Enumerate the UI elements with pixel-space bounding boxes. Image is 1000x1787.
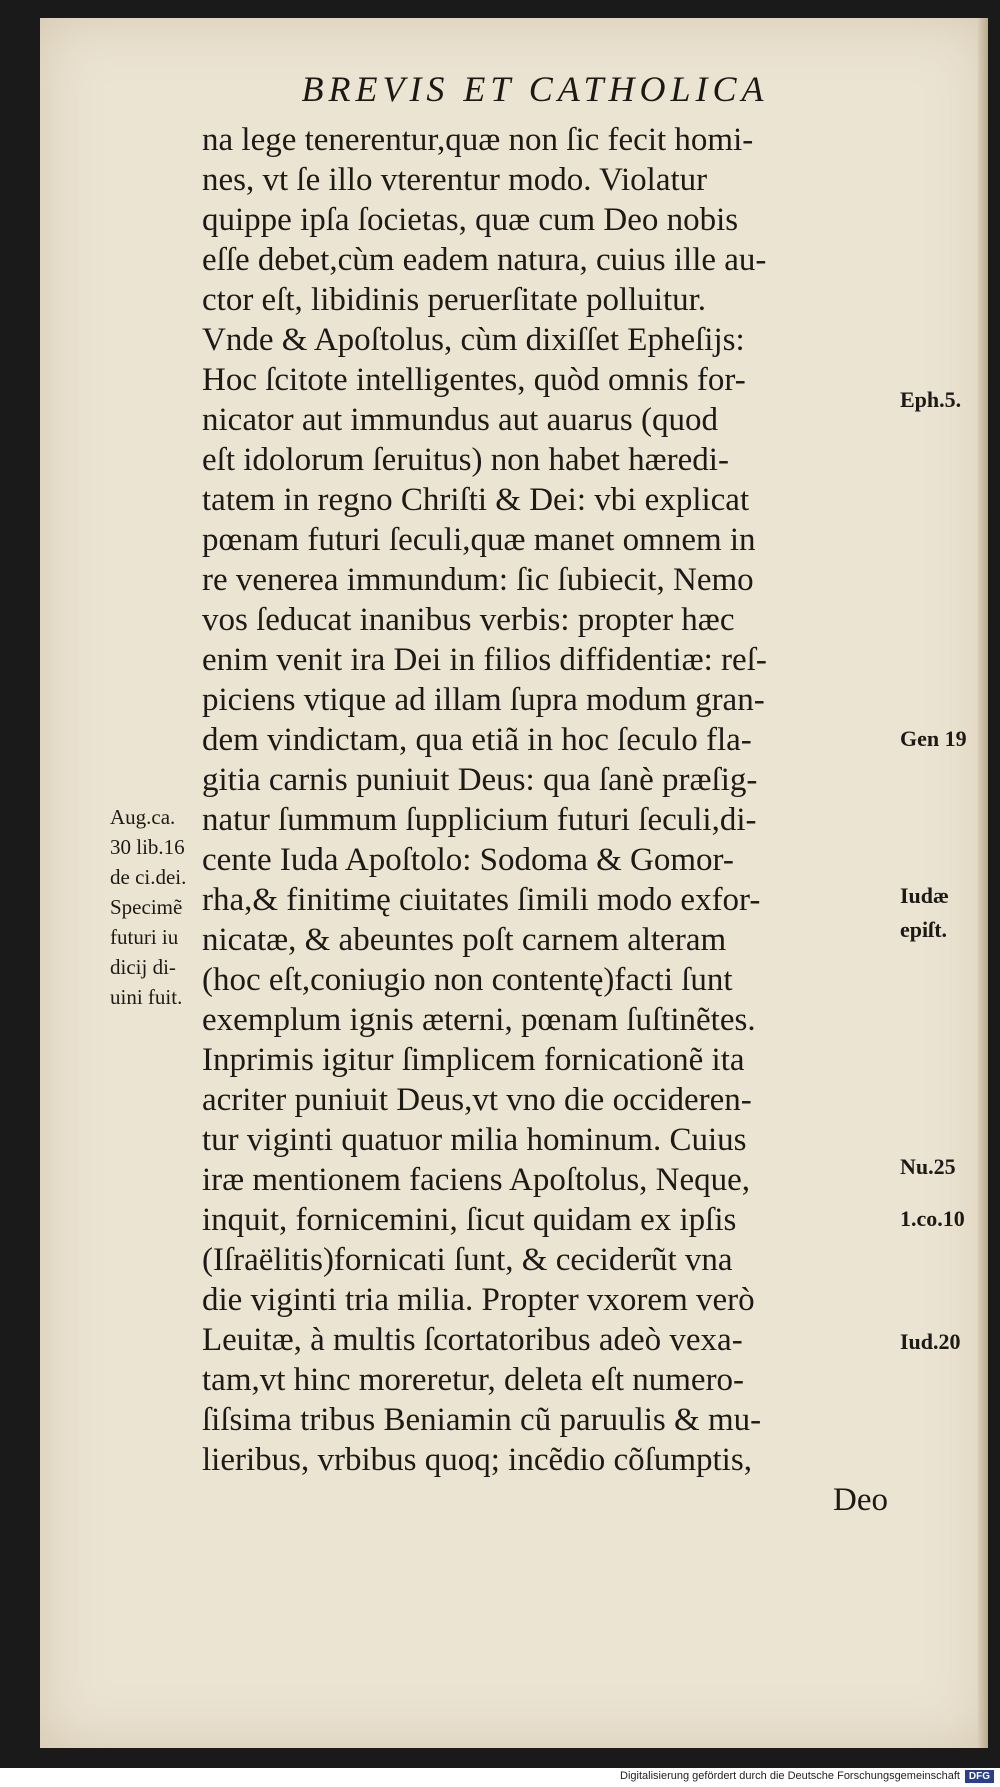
text-line: tatem in regno Chriſti & Dei: vbi explicat [202, 482, 750, 518]
marginal-note: uini fuit. [110, 985, 183, 1009]
text-line: iræ mentionem faciens Apoſtolus, Neque, [202, 1162, 751, 1198]
text-line: vos ſeducat inanibus verbis: propter hæc [202, 602, 735, 638]
left-marginalia [110, 802, 240, 1012]
text-line: tur viginti quatuor milia hominum. Cuius [202, 1122, 747, 1158]
text-line: nes, vt ſe illo vterentur modo. Violatur [202, 162, 708, 198]
text-line: natur ſummum ſupplicium futuri ſeculi,di- [202, 802, 757, 838]
text-line: pœnam futuri ſeculi,quæ manet omnem in [202, 522, 756, 558]
text-line: dem vindictam, qua etiã in hoc ſeculo fla- [202, 722, 752, 758]
marginal-note: futuri iu [110, 925, 179, 949]
text-line: (Iſraëlitis)fornicati ſunt, & ceciderũt vna [202, 1242, 733, 1278]
text-line: eſſe debet,cùm eadem natura, cuius ille au- [202, 242, 767, 278]
text-line: Hoc ſcitote intelligentes, quòd omnis for- [202, 362, 746, 398]
text-line: lieribus, vrbibus quoq; incẽdio cõſumptis, [202, 1442, 752, 1478]
right-marginal-reference: 1.co.10 [900, 1206, 965, 1231]
funding-credit: Digitalisierung gefördert durch die Deutsche Forschungsgemeinschaft [620, 1770, 960, 1782]
text-line: die viginti tria milia. Propter vxorem verò [202, 1282, 755, 1318]
text-line: nicatæ, & abeuntes poſt carnem alteram [202, 922, 727, 958]
text-line: (hoc eſt,coniugio non contentę)facti ſunt [202, 962, 733, 998]
text-line: exemplum ignis æterni, pœnam ſuſtinẽtes. [202, 1002, 756, 1038]
marginal-note: Aug.ca. [110, 805, 176, 829]
text-line: Vnde & Apoſtolus, cùm dixiſſet Epheſijs: [202, 322, 745, 358]
marginal-note: de ci.dei. [110, 865, 187, 889]
marginal-note: 30 lib.16 [110, 835, 185, 859]
text-line: inquit, fornicemini, ſicut quidam ex ipſis [202, 1202, 737, 1238]
text-line: ſiſsima tribus Beniamin cũ paruulis & mu- [202, 1402, 762, 1438]
text-line: cente Iuda Apoſtolo: Sodoma & Gomor- [202, 842, 734, 878]
page-edge [978, 18, 988, 1748]
text-line: rha,& finitimę ciuitates ſimili modo exfor- [202, 882, 761, 918]
text-line: eſt idolorum ſeruitus) non habet hæredi- [202, 442, 729, 478]
right-marginal-reference: Iud.20 [900, 1329, 961, 1354]
text-line: Inprimis igitur ſimplicem fornicationẽ ita [202, 1042, 745, 1078]
text-line: Leuitæ, à multis ſcortatoribus adeò vexa- [202, 1322, 743, 1358]
text-line: enim venit ira Dei in filios diffidentiæ: reſ- [202, 642, 767, 678]
right-marginal-reference: Nu.25 [900, 1154, 956, 1179]
right-marginal-reference: Iudæ [900, 883, 949, 908]
text-line: gitia carnis puniuit Deus: qua ſanè præſig- [202, 762, 758, 798]
text-line: quippe ipſa ſocietas, quæ cum Deo nobis [202, 202, 739, 238]
catchword: Deo [833, 1482, 888, 1518]
footer-bar [0, 1768, 1000, 1787]
text-line: nicator aut immundus aut auarus (quod [202, 402, 718, 438]
dfg-logo: DFG [965, 1770, 994, 1783]
text-line: re venerea immundum: ſic ſubiecit, Nemo [202, 562, 754, 598]
right-marginal-reference: Eph.5. [900, 387, 962, 412]
text-line: piciens vtique ad illam ſupra modum gran- [202, 682, 765, 718]
text-line: na lege tenerentur,quæ non ſic fecit homi- [202, 122, 754, 158]
marginal-note: dicij di- [110, 955, 176, 979]
marginal-note: Specimẽ [110, 895, 183, 919]
text-line: acriter puniuit Deus,vt vno die occideren- [202, 1082, 752, 1118]
text-line: ctor eſt, libidinis peruerſitate polluitur. [202, 282, 707, 318]
running-header: BREVIS ET CATHOLICA [301, 69, 769, 109]
body-text [202, 120, 888, 1520]
right-marginal-reference: epiſt. [900, 917, 948, 942]
text-line: tam,vt hinc moreretur, deleta eſt numero- [202, 1362, 745, 1398]
right-marginal-reference: Gen 19 [900, 726, 967, 751]
